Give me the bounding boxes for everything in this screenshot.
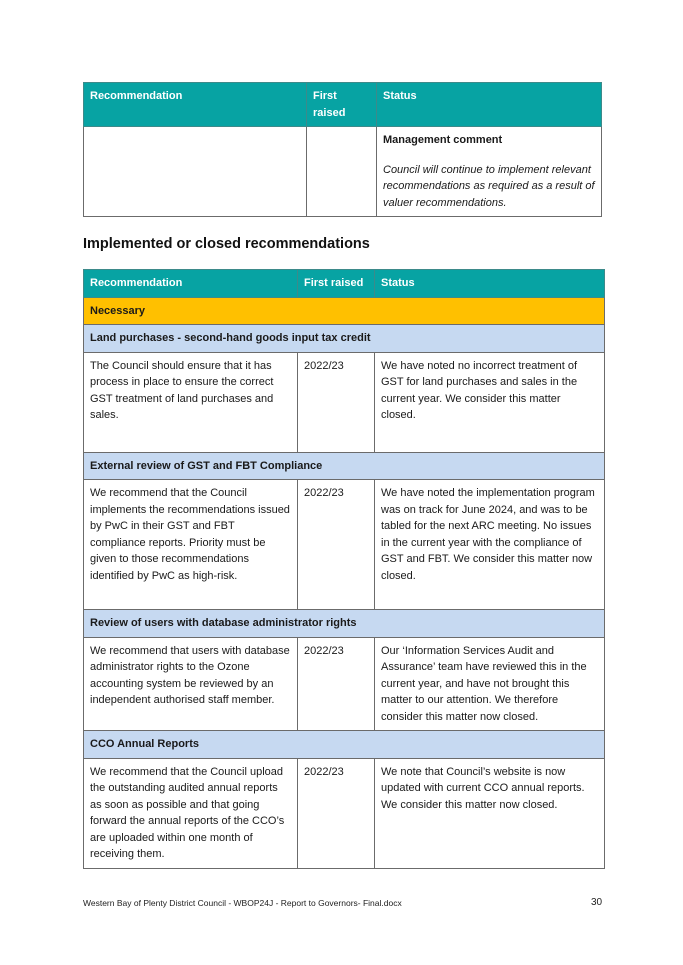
recommendation-cell: The Council should ensure that it has process in place to ensure the correct GST treatment of land purchases and sales. (84, 352, 298, 452)
recommendation-cell: We recommend that the Council implements the recommendations issued by PwC in their GST and FBT compliance reports. Priority must be given to those recommendations identified by PwC as high-risk. (84, 480, 298, 610)
group-title: Review of users with database administrator rights (84, 610, 605, 638)
recommendation-cell: We recommend that users with database administrator rights to the Ozone accounting system be reviewed by an independent authorised staff member. (84, 637, 298, 731)
status-cell: We note that Council’s website is now updated with current CCO annual reports. We consider this matter now closed. (375, 758, 605, 868)
table-row (84, 758, 605, 868)
table-header-row (84, 270, 605, 298)
group-title-row (84, 452, 605, 480)
group-title-row (84, 731, 605, 759)
implemented-recommendations-table (83, 269, 605, 869)
priority-band-row (84, 297, 605, 325)
first-raised-cell: 2022/23 (298, 758, 375, 868)
page-number: 30 (591, 897, 603, 908)
group-title: Land purchases - second-hand goods input tax credit (84, 325, 605, 353)
status-cell: We have noted no incorrect treatment of GST for land purchases and sales in the current year. We consider this matter closed. (375, 352, 605, 452)
first-raised-cell: 2022/23 (298, 352, 375, 452)
header-first-raised: First raised (298, 270, 375, 298)
page-footer: Western Bay of Plenty District Council - WBOP24J - Report to Governors- Final.docx (83, 898, 402, 908)
recommendation-cell: We recommend that the Council upload the outstanding audited annual reports as soon as possible and that going forward the annual reports of the CCO’s are uploaded within one month of receiving them. (84, 758, 298, 868)
status-cell (377, 127, 602, 217)
table-row (84, 637, 605, 731)
continued-recommendations-table (83, 82, 602, 217)
group-title-row (84, 325, 605, 353)
first-raised-cell: 2022/23 (298, 637, 375, 731)
management-comment-text: Council will continue to implement relevant recommendations as required as a result of valuer recommendations. (383, 163, 595, 209)
table-row (84, 127, 602, 217)
header-status: Status (377, 83, 602, 127)
header-status: Status (375, 270, 605, 298)
status-cell: We have noted the implementation program was on track for June 2024, and was to be tabled for the next ARC meeting. No issues in the current year with the compliance of GST and FBT. We consider this matter now closed. (375, 480, 605, 610)
recommendation-cell (84, 127, 307, 217)
table-row (84, 352, 605, 452)
table-row (84, 480, 605, 610)
section-heading: Implemented or closed recommendations (83, 236, 370, 252)
management-comment-heading: Management comment (383, 134, 503, 146)
header-first-raised: First raised (307, 83, 377, 127)
header-recommendation: Recommendation (84, 83, 307, 127)
first-raised-cell: 2022/23 (298, 480, 375, 610)
priority-band-necessary: Necessary (84, 297, 605, 325)
table-header-row (84, 83, 602, 127)
group-title: CCO Annual Reports (84, 731, 605, 759)
first-raised-cell (307, 127, 377, 217)
group-title-row (84, 610, 605, 638)
header-recommendation: Recommendation (84, 270, 298, 298)
group-title: External review of GST and FBT Compliance (84, 452, 605, 480)
status-cell: Our ‘Information Services Audit and Assurance’ team have reviewed this in the current year, and have not brought this matter to our attention. We therefore consider this matter now closed. (375, 637, 605, 731)
